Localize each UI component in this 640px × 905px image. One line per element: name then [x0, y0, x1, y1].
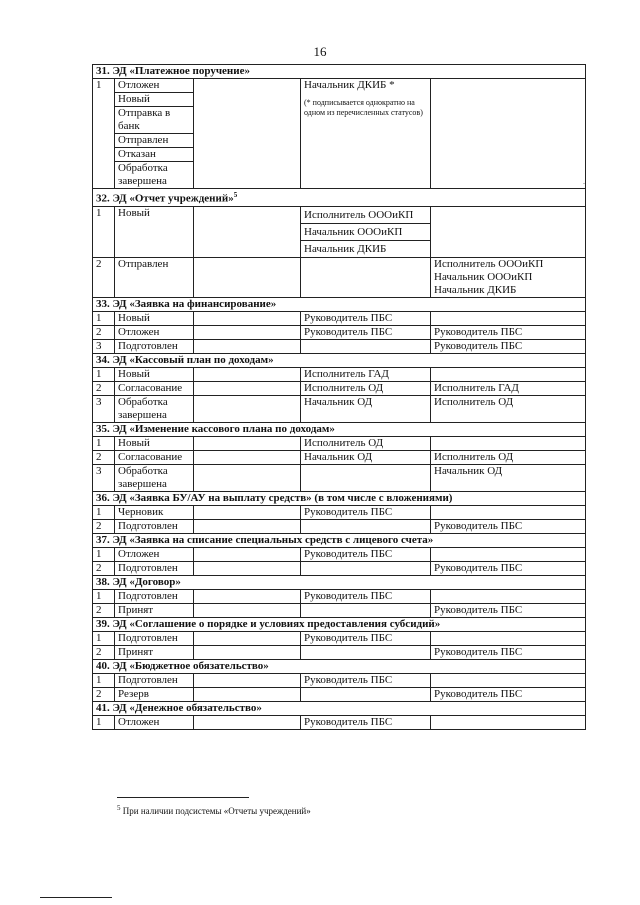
reviewer-item: Исполнитель ОООиКП: [434, 257, 544, 270]
section-title-text: 33. ЭД «Заявка на финансирование»: [96, 297, 277, 310]
section-title-text: 40. ЭД «Бюджетное обязательство»: [96, 659, 269, 672]
section-title: [93, 617, 586, 631]
section-header-row: [93, 189, 586, 207]
status-cell: Отложен: [115, 715, 194, 729]
document-cell: [194, 673, 301, 687]
section-title-text: 32. ЭД «Отчет учреждений»: [96, 192, 234, 205]
signer-cell: Руководитель ПБС: [301, 631, 431, 645]
document-cell: [194, 206, 301, 257]
section-header-row: [93, 353, 586, 367]
status-cell: Отправлен: [115, 134, 194, 148]
status-cell: Обработка завершена: [115, 395, 194, 422]
reviewer-cell: [431, 436, 586, 450]
table-row: [93, 367, 586, 381]
reviewer-cell: Руководитель ПБС: [431, 687, 586, 701]
status-cell: Согласование: [115, 450, 194, 464]
section-title: [93, 575, 586, 589]
signer-cell: [301, 257, 431, 297]
reviewer-cell: Начальник ОД: [431, 464, 586, 491]
section-title-text: 36. ЭД «Заявка БУ/АУ на выплату средств» (в том числе с вложениями): [96, 491, 453, 504]
status-cell: Отложен: [115, 547, 194, 561]
table-row: [93, 79, 586, 93]
status-cell: Согласование: [115, 381, 194, 395]
reviewer-cell: [431, 547, 586, 561]
document-cell: [194, 645, 301, 659]
signer-cell: Исполнитель ГАД: [301, 367, 431, 381]
table-row: [93, 450, 586, 464]
routes-table: [92, 64, 586, 730]
status-cell: Подготовлен: [115, 673, 194, 687]
reviewer-cell: [431, 505, 586, 519]
page-number: 16: [313, 44, 327, 59]
signer-cell: Руководитель ПБС: [301, 311, 431, 325]
row-number: 1: [93, 436, 115, 450]
table-row: [93, 395, 586, 422]
document-cell: [194, 589, 301, 603]
status-cell: Отправлен: [115, 257, 194, 297]
document-cell: [194, 715, 301, 729]
document-cell: [194, 631, 301, 645]
row-number: 1: [93, 311, 115, 325]
section-header-row: [93, 617, 586, 631]
section-title: [93, 297, 586, 311]
signer-cell: Руководитель ПБС: [301, 505, 431, 519]
row-number: 1: [93, 547, 115, 561]
row-number: 1: [93, 673, 115, 687]
row-number: 2: [93, 257, 115, 297]
section-header-row: [93, 65, 586, 79]
row-number: 2: [93, 645, 115, 659]
row-number: 2: [93, 687, 115, 701]
table-row: [93, 603, 586, 617]
signer-cell: Исполнитель ОД: [301, 436, 431, 450]
status-cell: Отказан: [115, 148, 194, 162]
table-row: [93, 257, 586, 297]
row-number: 2: [93, 325, 115, 339]
status-cell: Подготовлен: [115, 631, 194, 645]
table-row: [93, 631, 586, 645]
signer-cell: Исполнитель ОД: [301, 381, 431, 395]
status-cell: Отправка в банк: [115, 107, 194, 134]
section-title-text: 34. ЭД «Кассовый план по доходам»: [96, 353, 274, 366]
status-cell: Обработка завершена: [115, 162, 194, 189]
reviewer-cell: [431, 589, 586, 603]
section-title-text: 39. ЭД «Соглашение о порядке и условиях предоставления субсидий»: [96, 617, 441, 630]
status-cell: Черновик: [115, 505, 194, 519]
status-cell: Подготовлен: [115, 589, 194, 603]
table-row: [93, 339, 586, 353]
table-row: [93, 547, 586, 561]
table-row: [93, 715, 586, 729]
reviewer-cell: Руководитель ПБС: [431, 561, 586, 575]
footnote: [117, 804, 311, 816]
signer-text: Начальник ДКИБ *: [304, 79, 395, 91]
signer-item: Начальник ОООиКП: [301, 223, 430, 240]
document-cell: [194, 395, 301, 422]
document-cell: [194, 687, 301, 701]
table-row: [93, 311, 586, 325]
row-number: 2: [93, 450, 115, 464]
footnote-ref: 5: [233, 191, 238, 199]
document-cell: [194, 519, 301, 533]
signer-cell: [301, 464, 431, 491]
section-header-row: [93, 575, 586, 589]
section-title: [93, 65, 586, 79]
reviewer-item: Начальник ОООиКП: [434, 270, 533, 283]
table-row: [93, 589, 586, 603]
status-cell: Новый: [115, 206, 194, 257]
table-row: [93, 687, 586, 701]
section-header-row: [93, 491, 586, 505]
reviewer-cell: Руководитель ПБС: [431, 645, 586, 659]
document-cell: [194, 79, 301, 189]
table-row: [93, 381, 586, 395]
reviewer-cell: Исполнитель ГАД: [431, 381, 586, 395]
table-row: [93, 673, 586, 687]
table-row: [93, 464, 586, 491]
document-cell: [194, 381, 301, 395]
document-cell: [194, 464, 301, 491]
status-cell: Принят: [115, 603, 194, 617]
section-header-row: [93, 701, 586, 715]
section-title: [93, 533, 586, 547]
section-title-text: 37. ЭД «Заявка на списание специальных средств с лицевого счета»: [96, 533, 434, 546]
status-cell: Резерв: [115, 687, 194, 701]
document-cell: [194, 603, 301, 617]
section-title-text: 41. ЭД «Денежное обязательство»: [96, 701, 262, 714]
status-cell: Отложен: [115, 79, 194, 93]
section-title: [93, 422, 586, 436]
signer-cell: [301, 645, 431, 659]
row-number: 2: [93, 519, 115, 533]
signer-cell: Начальник ОД: [301, 395, 431, 422]
document-cell: [194, 505, 301, 519]
row-number: 1: [93, 631, 115, 645]
reviewer-cell: Руководитель ПБС: [431, 339, 586, 353]
table-row: [93, 436, 586, 450]
bottom-rule: [40, 897, 112, 898]
reviewer-cell: [431, 673, 586, 687]
signer-cell: [301, 687, 431, 701]
signer-cell: Руководитель ПБС: [301, 547, 431, 561]
row-number: 1: [93, 79, 115, 189]
row-number: 2: [93, 381, 115, 395]
status-cell: Обработка завершена: [115, 464, 194, 491]
table-row: [93, 325, 586, 339]
reviewer-cell: Руководитель ПБС: [431, 519, 586, 533]
section-header-row: [93, 422, 586, 436]
status-cell: Новый: [115, 93, 194, 107]
margin-mark: .: [583, 177, 585, 186]
signer-cell: [301, 206, 431, 257]
document-cell: [194, 547, 301, 561]
section-title: [93, 701, 586, 715]
reviewer-cell: [431, 257, 586, 297]
signer-item: Начальник ДКИБ: [301, 240, 430, 257]
document-cell: [194, 257, 301, 297]
status-cell: Подготовлен: [115, 561, 194, 575]
row-number: 3: [93, 395, 115, 422]
table-row: [93, 645, 586, 659]
section-header-row: [93, 297, 586, 311]
document-cell: [194, 311, 301, 325]
reviewer-cell: Исполнитель ОД: [431, 450, 586, 464]
row-number: 3: [93, 339, 115, 353]
signer-cell: [301, 79, 431, 189]
section-header-row: [93, 533, 586, 547]
status-cell: Новый: [115, 311, 194, 325]
row-number: 1: [93, 589, 115, 603]
signer-cell: [301, 561, 431, 575]
reviewer-cell: [431, 311, 586, 325]
signer-note: (* подписывается однократно на одном из перечисленных статусов): [304, 98, 423, 117]
reviewer-cell: Руководитель ПБС: [431, 603, 586, 617]
footnote-mark: 5: [117, 804, 121, 812]
section-title: [93, 189, 586, 207]
section-title-text: 31. ЭД «Платежное поручение»: [96, 65, 250, 77]
signer-cell: [301, 339, 431, 353]
status-cell: Новый: [115, 436, 194, 450]
row-number: 1: [93, 505, 115, 519]
reviewer-cell: Руководитель ПБС: [431, 325, 586, 339]
signer-cell: Начальник ОД: [301, 450, 431, 464]
document-cell: [194, 367, 301, 381]
signer-cell: [301, 519, 431, 533]
document-cell: [194, 339, 301, 353]
signer-item: Исполнитель ОООиКП: [304, 208, 414, 221]
row-number: 1: [93, 367, 115, 381]
row-number: 2: [93, 603, 115, 617]
reviewer-cell: [431, 631, 586, 645]
section-title-text: 35. ЭД «Изменение кассового плана по доходам»: [96, 422, 335, 435]
section-header-row: [93, 659, 586, 673]
status-cell: Принят: [115, 645, 194, 659]
reviewer-cell: [431, 79, 586, 189]
signer-cell: [301, 603, 431, 617]
footnote-rule: [117, 797, 249, 798]
reviewer-cell: Исполнитель ОД: [431, 395, 586, 422]
section-title: [93, 491, 586, 505]
signer-cell: Руководитель ПБС: [301, 673, 431, 687]
signer-cell: Руководитель ПБС: [301, 589, 431, 603]
table-row: [93, 561, 586, 575]
status-cell: Новый: [115, 367, 194, 381]
footnote-text: При наличии подсистемы «Отчеты учреждений»: [122, 806, 311, 816]
table-row: [93, 519, 586, 533]
section-title: [93, 659, 586, 673]
status-cell: Подготовлен: [115, 339, 194, 353]
reviewer-cell: [431, 206, 586, 257]
row-number: 3: [93, 464, 115, 491]
document-cell: [194, 325, 301, 339]
row-number: 1: [93, 715, 115, 729]
status-cell: Отложен: [115, 325, 194, 339]
signer-cell: Руководитель ПБС: [301, 715, 431, 729]
section-title: [93, 353, 586, 367]
reviewer-cell: [431, 367, 586, 381]
signer-cell: Руководитель ПБС: [301, 325, 431, 339]
status-cell: Подготовлен: [115, 519, 194, 533]
row-number: 2: [93, 561, 115, 575]
section-title-text: 38. ЭД «Договор»: [96, 575, 181, 588]
table-row: [93, 206, 586, 257]
table-row: [93, 505, 586, 519]
reviewer-cell: [431, 715, 586, 729]
row-number: 1: [93, 206, 115, 257]
reviewer-item: Начальник ДКИБ: [434, 283, 517, 296]
document-cell: [194, 450, 301, 464]
document-cell: [194, 436, 301, 450]
document-cell: [194, 561, 301, 575]
